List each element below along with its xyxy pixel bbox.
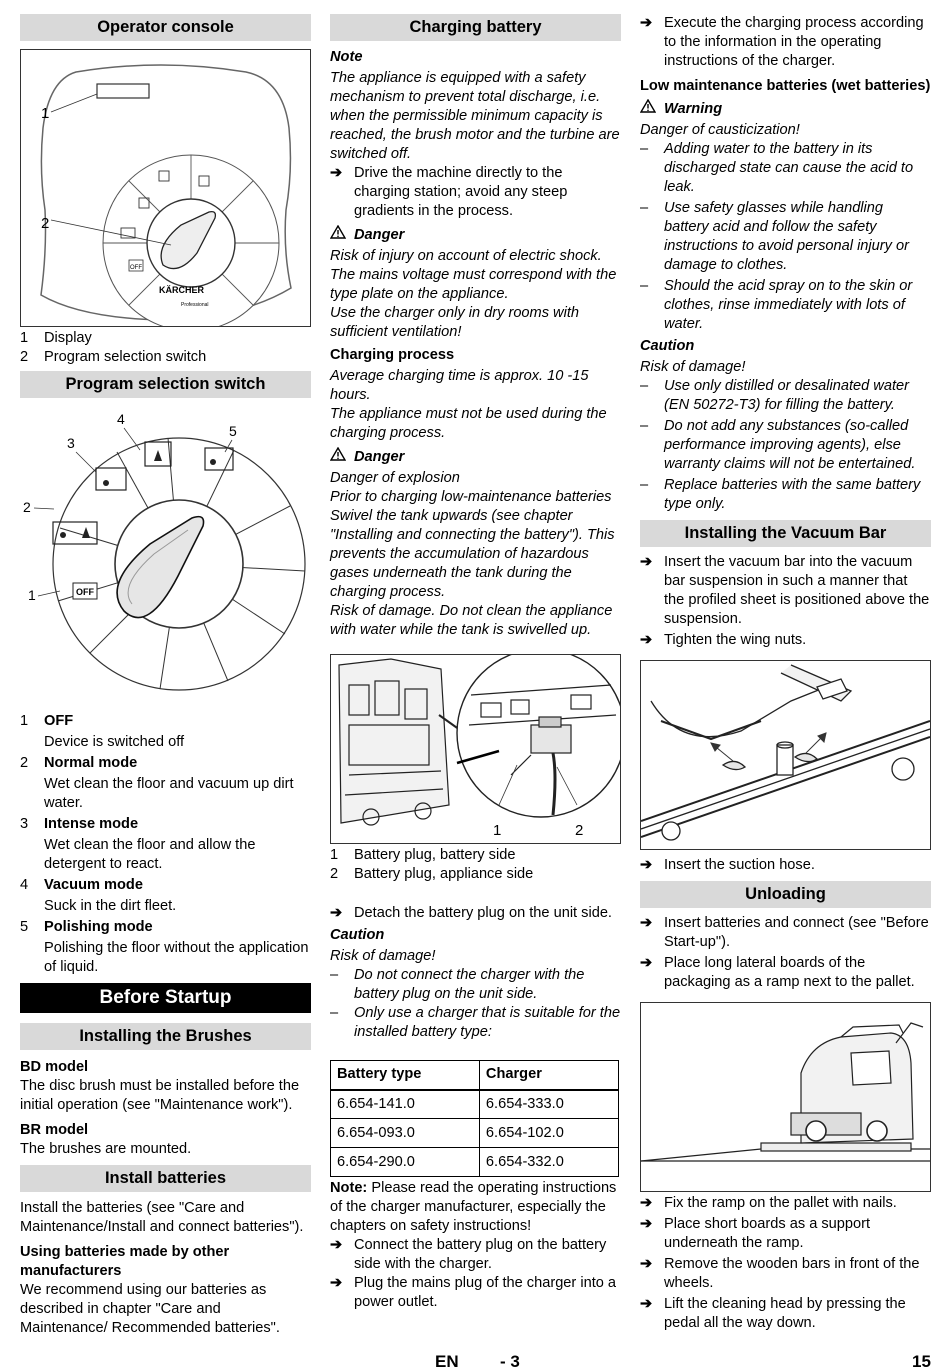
install-batteries-text: Install the batteries (see "Care and Maintenance/Install and connect batteries").	[20, 1200, 304, 1235]
plug-legend	[330, 846, 621, 884]
danger-text: Prior to charging low-maintenance batteries	[330, 489, 612, 505]
dash-item: – Replace batteries with the same battery type only.	[640, 477, 921, 512]
column-2	[330, 14, 621, 1312]
list-item: 1 OFF	[20, 713, 74, 729]
legend-item: 1 Battery plug, battery side	[330, 847, 516, 863]
charging-process-title: Charging process	[330, 347, 455, 363]
arrow-icon: ➔	[640, 1195, 653, 1211]
switch-label-1: 1	[28, 587, 36, 603]
legend-item: 2 Battery plug, appliance side	[330, 866, 534, 882]
list-item: 4 Vacuum mode	[20, 877, 143, 893]
br-model-title: BR model	[20, 1122, 89, 1138]
arrow-icon: ➔	[640, 15, 653, 31]
table-row: 6.654-141.0 6.654-333.0	[331, 1090, 619, 1119]
step-item: ➔ Place long lateral boards of the packaging as a ramp next to the pallet.	[640, 955, 915, 990]
dash-glyph: –	[640, 200, 649, 216]
note-title: Note	[330, 49, 363, 65]
dash-glyph: –	[330, 1005, 339, 1021]
arrow-icon: ➔	[330, 165, 343, 181]
legend-item: 2 Program selection switch	[20, 349, 207, 365]
warning-triangle-icon	[640, 99, 664, 119]
heading-before-startup: Before Startup	[20, 983, 311, 1013]
column-1	[20, 14, 311, 1338]
dash-glyph: –	[330, 967, 339, 983]
heading-unloading: Unloading	[640, 881, 931, 908]
vacuum-bar-drawing	[641, 661, 930, 849]
battery-plug-drawing	[331, 655, 620, 843]
vacuum-bar-figure	[640, 660, 931, 850]
heading-installing-brushes: Installing the Brushes	[20, 1023, 311, 1050]
callout-2: 2	[41, 215, 50, 232]
arrow-icon: ➔	[640, 1216, 653, 1232]
arrow-icon: ➔	[640, 915, 653, 931]
plug-callout-1: 1	[493, 822, 502, 839]
column-3	[640, 14, 931, 1333]
switch-off-label: OFF	[76, 587, 94, 597]
step-item: ➔ Tighten the wing nuts.	[640, 632, 807, 648]
danger-heading: Danger	[330, 225, 621, 245]
step-item: ➔ Remove the wooden bars in front of the wheels.	[640, 1256, 920, 1291]
dash-item: – Do not connect the charger with the battery plug on the unit side.	[330, 967, 585, 1002]
footer-language: EN	[435, 1352, 459, 1370]
charging-use-text: The appliance must not be used during the charging process.	[330, 406, 607, 441]
unloading-figure	[640, 1002, 931, 1192]
arrow-icon: ➔	[640, 554, 653, 570]
warning-triangle-icon	[330, 447, 354, 467]
arrow-icon: ➔	[640, 1256, 653, 1272]
note2: Note: Please read the operating instructions of the charger manufacturer, especially the chapters on safety instructions!	[330, 1180, 617, 1234]
arrow-icon: ➔	[640, 1296, 653, 1312]
warning-text: Danger of causticization!	[640, 122, 800, 138]
danger-heading: Danger	[330, 447, 621, 467]
battery-plug-figure	[330, 654, 621, 844]
dash-glyph: –	[640, 378, 649, 394]
operator-console-drawing	[21, 50, 310, 326]
caution-title: Caution	[330, 927, 385, 943]
program-switch-figure	[20, 406, 311, 700]
display-window	[97, 84, 149, 98]
step-item: ➔ Connect the battery plug on the battery side with the charger.	[330, 1237, 607, 1272]
step-item: ➔ Fix the ramp on the pallet with nails.	[640, 1195, 897, 1211]
arrow-icon: ➔	[640, 857, 653, 873]
warning-heading: Warning	[640, 99, 931, 119]
switch-label-4: 4	[117, 411, 125, 427]
step-item: ➔ Insert the suction hose.	[640, 857, 815, 873]
step-item: ➔ Lift the cleaning head by pressing the pedal all the way down.	[640, 1296, 906, 1331]
console-off-label: OFF	[130, 265, 142, 271]
table-row: 6.654-093.0 6.654-102.0	[331, 1119, 619, 1148]
heading-program-switch: Program selection switch	[20, 371, 311, 398]
warning-triangle-icon	[330, 225, 354, 245]
caution-title: Caution	[640, 338, 695, 354]
dash-item: – Do not add any substances (so-called performance improving agents), else warranty claims will not be entertained.	[640, 418, 916, 472]
mode-desc: Suck in the dirt fleet.	[44, 898, 177, 914]
console-legend	[20, 329, 311, 367]
note-text: The appliance is equipped with a safety mechanism to prevent total discharge, i.e. when the permissible minimum capacity is reached, the brush motor and the turbine are switched off.	[330, 70, 620, 162]
dash-item: – Should the acid spray on to the skin or clothes, rinse immediately with lots of water.	[640, 278, 913, 332]
dash-item: – Only use a charger that is suitable for the installed battery type:	[330, 1005, 621, 1040]
charging-time-text: Average charging time is approx. 10 -15 hours.	[330, 368, 589, 403]
heading-vacuum-bar: Installing the Vacuum Bar	[640, 520, 931, 547]
plug-callout-2: 2	[575, 822, 584, 839]
caution-text: Risk of damage!	[640, 359, 746, 375]
heading-operator-console: Operator console	[20, 14, 311, 41]
dash-glyph: –	[640, 278, 649, 294]
danger-text: Use the charger only in dry rooms with sufficient ventilation!	[330, 305, 580, 340]
callout-1: 1	[41, 105, 50, 122]
list-item: 5 Polishing mode	[20, 919, 153, 935]
mode-desc: Polishing the floor without the application of liquid.	[44, 940, 309, 975]
table-header: Charger	[479, 1061, 618, 1090]
switch-label-5: 5	[229, 423, 237, 439]
bd-model-title: BD model	[20, 1059, 89, 1075]
brand-logo: KÄRCHER	[159, 285, 204, 295]
heading-charging-battery: Charging battery	[330, 14, 621, 41]
danger-text: Danger of explosion	[330, 470, 460, 486]
switch-label-3: 3	[67, 435, 75, 451]
dash-glyph: –	[640, 141, 649, 157]
heading-install-batteries: Install batteries	[20, 1165, 311, 1192]
switch-label-2: 2	[23, 499, 31, 515]
arrow-icon: ➔	[330, 905, 343, 921]
step-item: ➔ Drive the machine directly to the charging station; avoid any steep gradients in the process.	[330, 165, 568, 219]
step-item: ➔ Plug the mains plug of the charger into a power outlet.	[330, 1275, 617, 1310]
program-switch-drawing	[20, 406, 311, 696]
mode-desc: Device is switched off	[44, 734, 185, 750]
list-item: 2 Normal mode	[20, 755, 138, 771]
footer-page-number: 15	[912, 1352, 931, 1370]
legend-item: 1 Display	[20, 330, 92, 346]
low-maintenance-title: Low maintenance batteries (wet batteries)	[640, 78, 931, 94]
step-item: ➔ Insert the vacuum bar into the vacuum bar suspension in such a manner that the profiled sheet is positioned above the suspension.	[640, 554, 930, 627]
list-item: 3 Intense mode	[20, 816, 139, 832]
dash-item: – Adding water to the battery in its discharged state can cause the acid to leak.	[640, 141, 914, 195]
arrow-icon: ➔	[330, 1275, 343, 1291]
caution-text: Risk of damage!	[330, 948, 436, 964]
table-row: 6.654-290.0 6.654-332.0	[331, 1148, 619, 1177]
dash-glyph: –	[640, 477, 649, 493]
table-header: Battery type	[331, 1061, 480, 1090]
step-item: ➔ Execute the charging process according to the information in the operating instructions of the charger.	[640, 15, 924, 69]
other-batteries-text: We recommend using our batteries as described in chapter "Care and Maintenance/ Recommended batteries".	[20, 1282, 280, 1336]
bd-model-text: The disc brush must be installed before the initial operation (see "Maintenance work").	[20, 1078, 300, 1113]
danger-text: Risk of damage. Do not clean the appliance with water while the tank is swivelled up.	[330, 603, 613, 638]
table-header-row	[331, 1061, 619, 1090]
step-item: ➔ Place short boards as a support underneath the ramp.	[640, 1216, 871, 1251]
other-batteries-title: Using batteries made by other manufacturers	[20, 1244, 230, 1279]
arrow-icon: ➔	[640, 632, 653, 648]
operator-console-figure	[20, 49, 311, 327]
dash-item: – Use safety glasses while handling battery acid and follow the safety instructions to avoid personal injury or damage to clothes.	[640, 200, 909, 273]
dash-item: – Use only distilled or desalinated water (EN 50272-T3) for filling the battery.	[640, 378, 909, 413]
mode-desc: Wet clean the floor and vacuum up dirt water.	[44, 776, 294, 811]
arrow-icon: ➔	[330, 1237, 343, 1253]
brand-sub: Professional	[181, 302, 209, 308]
step-item: ➔ Detach the battery plug on the unit side.	[330, 905, 612, 921]
charger-table	[330, 1060, 619, 1177]
danger-text: Risk of injury on account of electric shock. The mains voltage must correspond with the type plate on the appliance.	[330, 248, 617, 302]
br-model-text: The brushes are mounted.	[20, 1141, 192, 1157]
step-item: ➔ Insert batteries and connect (see "Before Start-up").	[640, 915, 929, 950]
arrow-icon: ➔	[640, 955, 653, 971]
dash-glyph: –	[640, 418, 649, 434]
mode-desc: Wet clean the floor and allow the detergent to react.	[44, 837, 256, 872]
danger-text: Swivel the tank upwards (see chapter "Installing and connecting the battery"). This prevents the accumulation of hazardous gases underneath the tank during the charging process.	[330, 508, 615, 600]
footer-local-page: - 3	[500, 1352, 520, 1370]
mode-list	[20, 712, 311, 977]
unloading-drawing	[641, 1003, 930, 1191]
